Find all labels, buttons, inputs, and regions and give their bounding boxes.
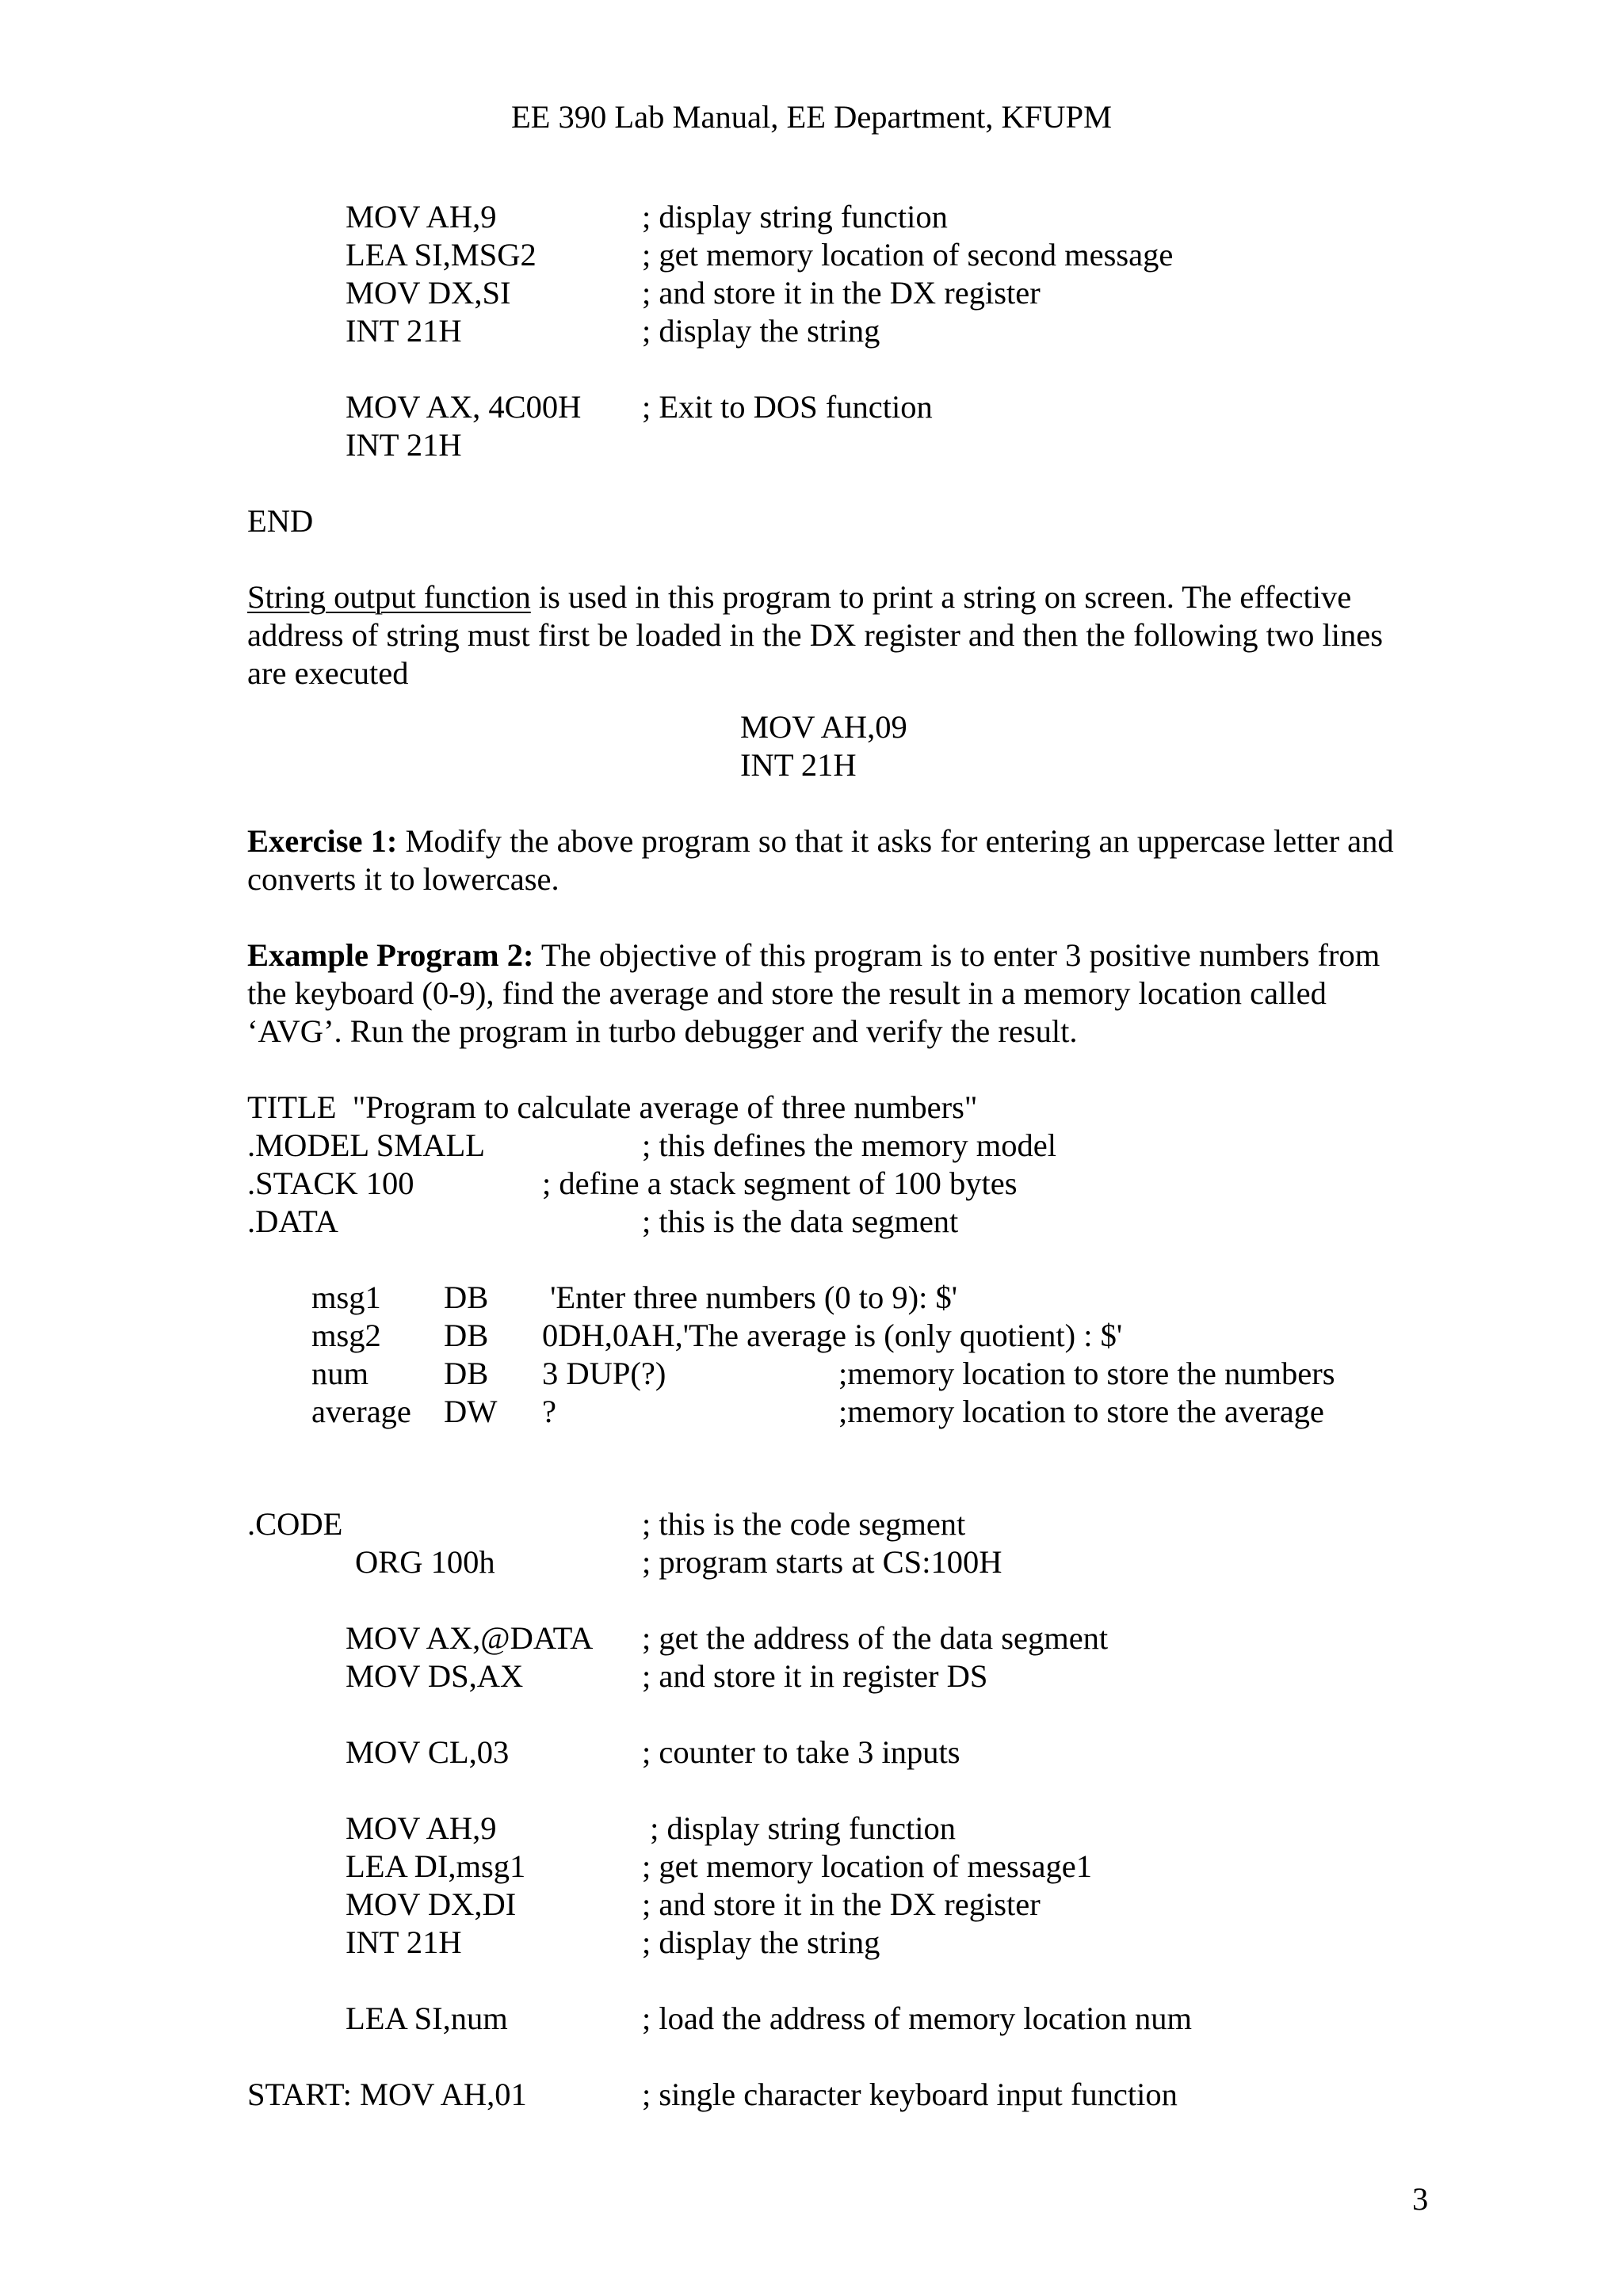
exercise-line: converts it to lowercase. xyxy=(247,861,559,897)
code-comment: ; single character keyboard input function xyxy=(642,2077,1178,2112)
code-comment: ; and store it in the DX register xyxy=(642,275,1041,311)
code-directive: .CODE xyxy=(247,1506,343,1542)
data-type: DB xyxy=(444,1280,489,1315)
data-comment: ;memory location to store the average xyxy=(838,1394,1324,1429)
code-line: LEA SI,MSG2 xyxy=(346,237,537,273)
data-value: 0DH,0AH,'The average is (only quotient) : $' xyxy=(542,1318,1123,1353)
data-type: DB xyxy=(444,1318,489,1353)
code-line: MOV DS,AX xyxy=(346,1658,524,1694)
example-line: ‘AVG’. Run the program in turbo debugger and verify the result. xyxy=(247,1013,1078,1049)
data-name: msg1 xyxy=(311,1280,381,1315)
code-line: MOV DX,DI xyxy=(346,1886,517,1922)
data-name: average xyxy=(311,1394,411,1429)
term-underlined: String output function xyxy=(247,579,531,615)
code-line: LEA SI,num xyxy=(346,2000,508,2036)
stack-directive: .STACK 100 xyxy=(247,1165,414,1201)
code-comment: ; this is the data segment xyxy=(642,1203,959,1239)
paragraph-line xyxy=(247,578,1351,616)
org-directive: ORG 100h xyxy=(355,1544,495,1580)
code-comment: ; and store it in register DS xyxy=(642,1658,988,1694)
data-directive: .DATA xyxy=(247,1203,338,1239)
paragraph-text: is used in this program to print a string on screen. The effective xyxy=(530,579,1352,615)
data-comment: ;memory location to store the numbers xyxy=(838,1356,1335,1391)
code-line: INT 21H xyxy=(740,747,857,783)
paragraph-line: are executed xyxy=(247,655,409,691)
model-directive: .MODEL SMALL xyxy=(247,1127,485,1163)
code-comment: ; load the address of memory location num xyxy=(642,2000,1192,2036)
code-line: INT 21H xyxy=(346,313,462,349)
code-line: MOV AH,9 xyxy=(346,199,497,235)
code-comment: ; display the string xyxy=(642,313,880,349)
data-name: num xyxy=(311,1356,369,1391)
exercise-line xyxy=(247,822,1394,860)
data-value: 'Enter three numbers (0 to 9): $' xyxy=(542,1280,958,1315)
exercise-label: Exercise 1: xyxy=(247,823,398,859)
page-number: 3 xyxy=(1412,2181,1429,2217)
example-line: the keyboard (0-9), find the average and store the result in a memory location called xyxy=(247,975,1327,1011)
example-text: The objective of this program is to enter 3 positive numbers from xyxy=(533,937,1381,973)
data-value: ? xyxy=(542,1394,556,1429)
example-line xyxy=(247,936,1380,974)
code-line: MOV AX, 4C00H xyxy=(346,389,582,425)
data-type: DB xyxy=(444,1356,489,1391)
code-line: MOV AH,9 xyxy=(346,1810,497,1846)
code-comment: ; program starts at CS:100H xyxy=(642,1544,1002,1580)
code-line: MOV AX,@DATA xyxy=(346,1620,594,1656)
code-comment: ; this is the code segment xyxy=(642,1506,966,1542)
data-value: 3 DUP(?) xyxy=(542,1356,666,1391)
code-comment: ; display the string xyxy=(642,1924,880,1960)
exercise-text: Modify the above program so that it asks for entering an uppercase letter and xyxy=(397,823,1394,859)
title-directive: TITLE "Program to calculate average of three numbers" xyxy=(247,1089,978,1125)
page-header: EE 390 Lab Manual, EE Department, KFUPM xyxy=(510,99,1113,135)
code-comment: ; display string function xyxy=(642,199,948,235)
code-comment: ; define a stack segment of 100 bytes xyxy=(542,1165,1018,1201)
code-comment: ; get memory location of message1 xyxy=(642,1848,1092,1884)
data-type: DW xyxy=(444,1394,498,1429)
code-line: INT 21H xyxy=(346,427,462,463)
code-comment: ; and store it in the DX register xyxy=(642,1886,1041,1922)
code-comment: ; display string function xyxy=(642,1810,956,1846)
code-line: INT 21H xyxy=(346,1924,462,1960)
code-line: MOV DX,SI xyxy=(346,275,511,311)
code-comment: ; Exit to DOS function xyxy=(642,389,933,425)
end-directive: END xyxy=(247,503,314,539)
code-comment: ; get the address of the data segment xyxy=(642,1620,1109,1656)
data-name: msg2 xyxy=(311,1318,381,1353)
code-line: START: MOV AH,01 xyxy=(247,2077,527,2112)
code-comment: ; this defines the memory model xyxy=(642,1127,1057,1163)
code-comment: ; counter to take 3 inputs xyxy=(642,1734,960,1770)
paragraph-line: address of string must first be loaded in the DX register and then the following two lines xyxy=(247,617,1383,653)
code-line: MOV CL,03 xyxy=(346,1734,510,1770)
example-label: Example Program 2: xyxy=(247,937,534,973)
code-comment: ; get memory location of second message xyxy=(642,237,1174,273)
code-line: LEA DI,msg1 xyxy=(346,1848,526,1884)
code-line: MOV AH,09 xyxy=(740,709,907,745)
